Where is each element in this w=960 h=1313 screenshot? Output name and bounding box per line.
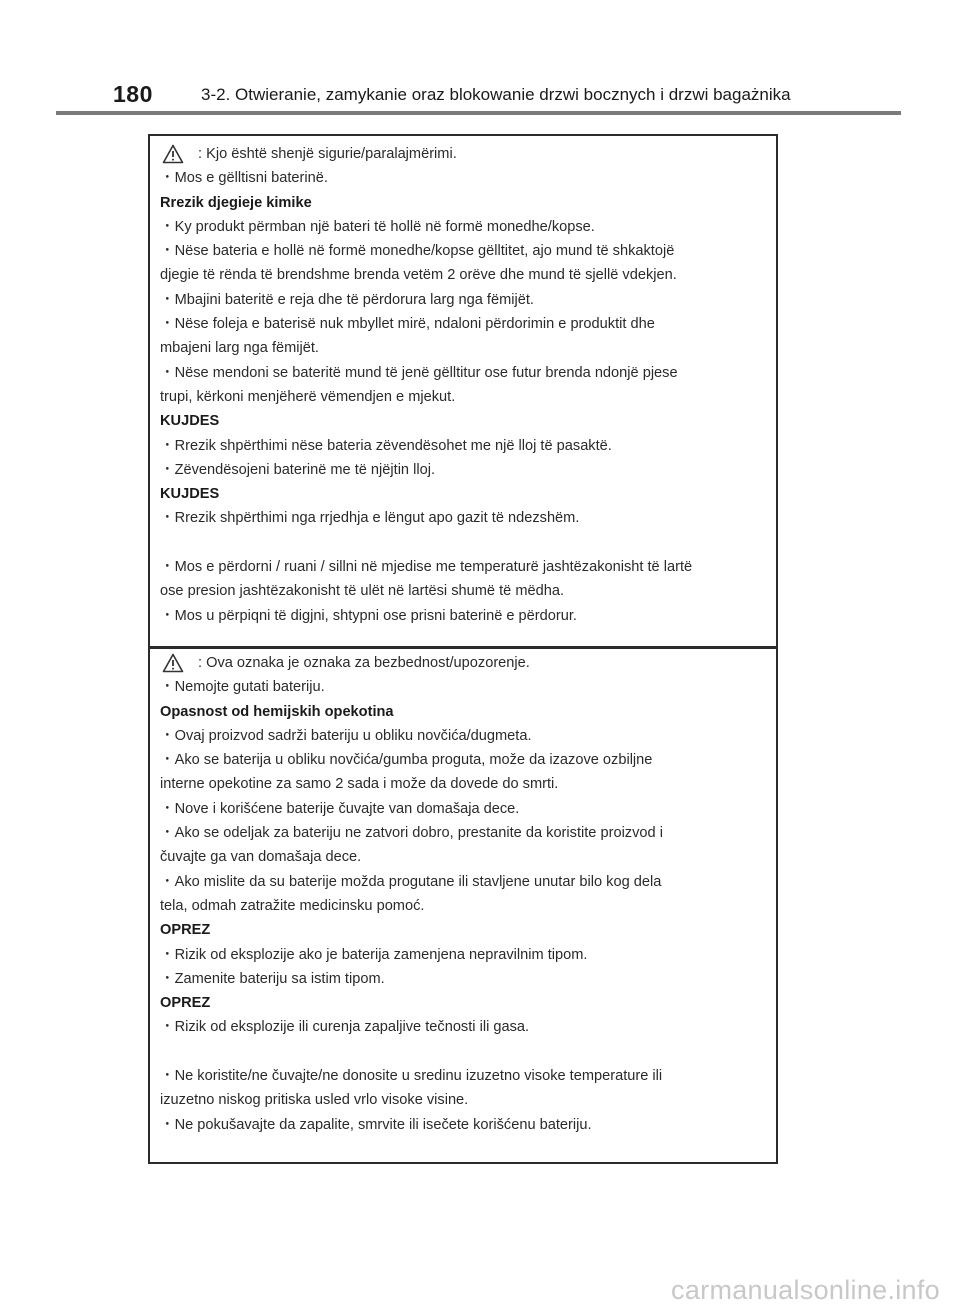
- text-line: ・Rrezik shpërthimi nga rrjedhja e lëngut apo gazit të ndezshëm.: [160, 510, 580, 527]
- text-line: ・Nëse mendoni se bateritë mund të jenë gëlltitur ose futur brenda ndonjë pjese: [160, 364, 678, 381]
- text-line: ・Ky produkt përmban një bateri të hollë në formë monedhe/kopse.: [160, 218, 595, 235]
- text-line: ・Rizik od eksplozije ili curenja zapaljive tečnosti ili gasa.: [160, 1019, 530, 1036]
- text-line: ・Ne koristite/ne čuvajte/ne donosite u sredinu izuzetno visoke temperature ili: [160, 1068, 663, 1085]
- text-line: čuvajte ga van domašaja dece.: [160, 849, 362, 866]
- page-number: 180: [113, 81, 153, 107]
- text-line: ・Nove i korišćene baterije čuvajte van domašaja dece.: [160, 800, 520, 817]
- section-label: Rrezik djegieje kimike: [160, 194, 312, 211]
- section-label: Opasnost od hemijskih opekotina: [160, 703, 394, 720]
- text-line: ・Zëvendësojeni baterinë me të njëjtin lloj.: [160, 461, 436, 478]
- text-line: ・Mos e gëlltisni baterinë.: [160, 170, 328, 187]
- text-line: mbajeni larg nga fëmijët.: [160, 340, 319, 357]
- warning-box-albanian: [148, 134, 778, 648]
- section-label: OPREZ: [160, 995, 211, 1012]
- text-line: ・Nëse foleja e baterisë nuk mbyllet mirë, ndaloni përdorimin e produktit dhe: [160, 316, 655, 333]
- warning-triangle-icon: [162, 653, 184, 673]
- text-line: izuzetno niskog pritiska usled vrlo visoke visine.: [160, 1092, 469, 1109]
- warning-triangle-icon: [162, 144, 184, 164]
- text-line: ・Rrezik shpërthimi nëse bateria zëvendësohet me një lloj të pasaktë.: [160, 437, 612, 454]
- page-header: [0, 0, 960, 116]
- text-line: ・Nemojte gutati bateriju.: [160, 679, 325, 696]
- line-list: [160, 166, 766, 628]
- text-line: ・Zamenite bateriju sa istim tipom.: [160, 970, 385, 987]
- line-list: [160, 675, 766, 1137]
- text-line: ・Ako se odeljak za bateriju ne zatvori dobro, prestanite da koristite proizvod i: [160, 825, 663, 842]
- text-line: ・Ne pokušavajte da zapalite, smrvite ili isečete korišćenu bateriju.: [160, 1116, 592, 1133]
- text-line: interne opekotine za samo 2 sada i može da dovede do smrti.: [160, 776, 559, 793]
- text-line: djegie të rënda të brendshme brenda vetëm 2 orëve dhe mund të sjellë vdekjen.: [160, 267, 677, 284]
- blank-line: [160, 531, 766, 555]
- text-line: tela, odmah zatražite medicinsku pomoć.: [160, 897, 425, 914]
- warning-box-serbian: [148, 647, 778, 1164]
- text-line: ・Ako mislite da su baterije možda progutane ili stavljene unutar bilo kog dela: [160, 873, 662, 890]
- running-head: 3-2. Otwieranie, zamykanie oraz blokowanie drzwi bocznych i drzwi bagażnika: [201, 85, 791, 104]
- text-line: ・Nëse bateria e hollë në formë monedhe/kopse gëlltitet, ajo mund të shkaktojë: [160, 243, 675, 260]
- text-line: trupi, kërkoni menjëherë vëmendjen e mjekut.: [160, 388, 456, 405]
- text-line: ・Rizik od eksplozije ako je baterija zamenjena nepravilnim tipom.: [160, 946, 588, 963]
- section-label: KUJDES: [160, 486, 220, 503]
- text-line: ・Mbajini bateritë e reja dhe të përdorura larg nga fëmijët.: [160, 291, 534, 308]
- section-label: KUJDES: [160, 413, 220, 430]
- watermark: carmanualsonline.info: [671, 1275, 940, 1305]
- section-label: OPREZ: [160, 922, 211, 939]
- warning-content-serbian: [160, 651, 766, 1137]
- text-line: ・Ovaj proizvod sadrži bateriju u obliku novčića/dugmeta.: [160, 727, 532, 744]
- warning-content-albanian: [160, 142, 766, 628]
- header-rule: [56, 111, 901, 115]
- warning-heading: [160, 651, 766, 675]
- text-line: ・Ako se baterija u obliku novčića/gumba proguta, može da izazove ozbiljne: [160, 752, 653, 769]
- text-line: ・Mos u përpiqni të digjni, shtypni ose prisni baterinë e përdorur.: [160, 607, 577, 624]
- blank-line: [160, 1040, 766, 1064]
- warning-heading-text: : Ova oznaka je oznaka za bezbednost/upozorenje.: [198, 655, 530, 671]
- warning-heading: [160, 142, 766, 166]
- text-line: ・Mos e përdorni / ruani / sillni në mjedise me temperaturë jashtëzakonisht të lartë: [160, 559, 693, 576]
- text-line: ose presion jashtëzakonisht të ulët në lartësi shumë të mëdha.: [160, 583, 564, 600]
- warning-heading-text: : Kjo është shenjë sigurie/paralajmërimi.: [198, 146, 457, 162]
